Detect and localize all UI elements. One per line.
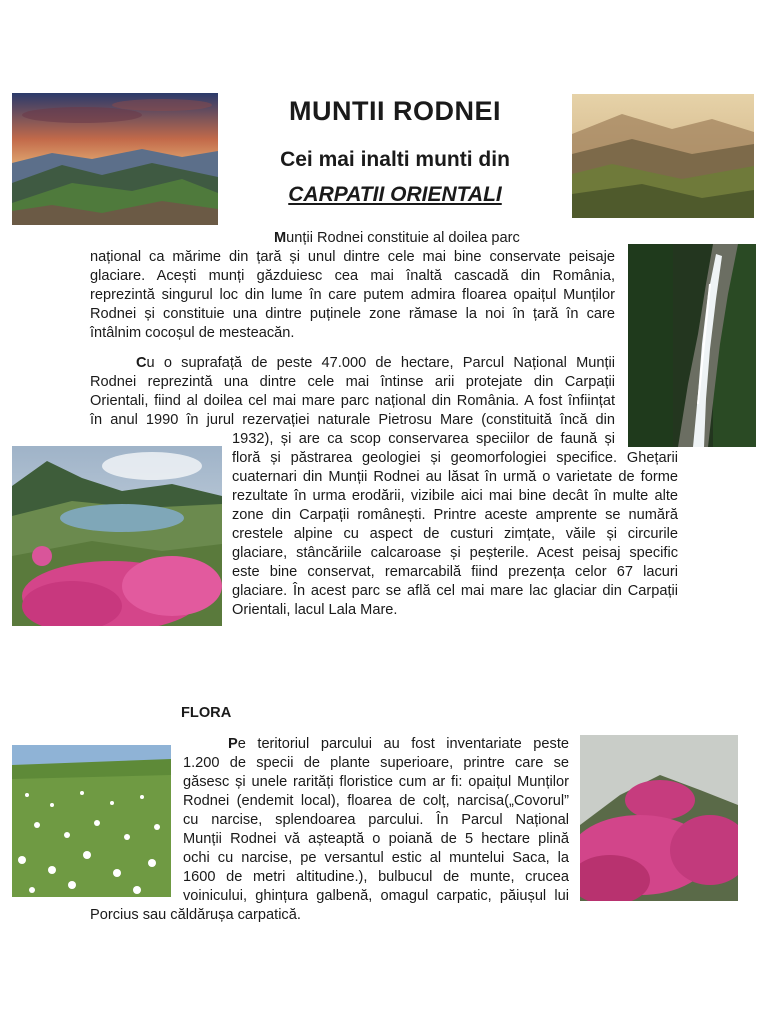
rhododendron-photo — [580, 735, 738, 901]
intro-line-5: Rodnei și constituie una dintre puținele zone rămase la noi în țară în care — [90, 306, 615, 322]
mountain-slope-photo — [572, 94, 754, 218]
flora-line-5: cu narcise, splendoarea parcului. În Parcul Național — [183, 812, 569, 828]
park-line-4: în anul 1990 în jurul rezervației naturale Pietrosu Mare (constituită încă din — [90, 412, 615, 428]
park-line-12: este bine conservat, remarcabilă fiind prezența celor 67 lacuri — [232, 564, 678, 580]
park-line-14: Orientali, lacul Lala Mare. — [232, 602, 398, 618]
sunset-mountains-photo — [12, 93, 218, 225]
flora-line-3: găsesc și unele rarități floristice cum ar fi: opaițul Munților — [183, 774, 569, 790]
waterfall-photo — [628, 244, 756, 447]
park-line-7: cuaternari din Munții Rodnei au lăsat în urmă o varietate de forme — [232, 469, 678, 485]
glacial-lake-photo — [12, 446, 222, 626]
narcissus-meadow-photo — [12, 745, 171, 897]
page-title: MUNTII RODNEI — [289, 96, 501, 126]
flora-line-2: 1.200 de specii de plante superioare, printre care se — [183, 755, 569, 771]
flora-line-10: Porcius sau căldărușa carpatică. — [90, 907, 301, 923]
park-line-1: Cu o suprafață de peste 47.000 de hectare, Parcul Național Munții — [136, 355, 615, 371]
flora-line-4: Rodnei (endemit local), floarea de colț, narcisa(„Covorul” — [183, 793, 569, 809]
flora-heading: FLORA — [181, 705, 232, 721]
intro-line-2: național ca mărime din țară și unul dintre cele mai bine conservate peisaje — [90, 249, 615, 265]
intro-line-4: reprezintă singurul loc din lume în care putem admira floarea opaițul Munților — [90, 287, 615, 303]
page-subtitle: Cei mai inalti munti din — [280, 148, 510, 171]
flora-line-1: Pe teritoriul parcului au fost inventariate peste — [228, 736, 569, 752]
park-line-5: 1932), și are ca scop conservarea speciilor de faună și — [232, 431, 615, 447]
park-line-9: zone din Carpații românești. Printre aceste amprente se numără — [232, 507, 678, 523]
flora-line-6: Munții Rodnei vă așteaptă o poiană de 5 hectare plină — [183, 831, 569, 847]
park-line-2: Rodnei reprezintă una dintre cele mai întinse arii protejate din Carpații — [90, 374, 615, 390]
intro-line-3: glaciare. Acești munți găzduiesc cea mai înaltă cascadă din România, — [90, 268, 615, 284]
intro-line-6: întâlnim cocoșul de mesteacăn. — [90, 325, 295, 341]
park-line-10: crestele alpine cu aspect de custuri zimțate, văile și circurile — [232, 526, 678, 542]
flora-line-9: voinicului, ghințura galbenă, omagul carpatic, păiușul lui — [183, 888, 569, 904]
intro-line-1: Munții Rodnei constituie al doilea parc — [274, 230, 520, 246]
park-line-13: glaciare. În acest parc se află cel mai mare lac glaciar din Carpații — [232, 583, 678, 599]
park-line-8: rezultate în urma erodării, vizibile aici mai bine decât în multe alte — [232, 488, 678, 504]
flora-line-7: ochi cu narcise, pe versantul estic al muntelui Saca, la — [183, 850, 569, 866]
park-line-6: floră și păstrarea geologiei și geomorfologiei specifice. Ghețarii — [232, 450, 678, 466]
park-line-11: glaciare, stâncăriile calcaroase și peșterile. Acest peisaj specific — [232, 545, 678, 561]
flora-line-8: 1600 de metri altitudine.), bulbucul de munte, crucea — [183, 869, 569, 885]
page-subtitle-underlined: CARPATII ORIENTALI — [288, 183, 502, 206]
park-line-3: Orientali, fiind al doilea cel mai mare parc național din România. A fost înființat — [90, 393, 615, 409]
